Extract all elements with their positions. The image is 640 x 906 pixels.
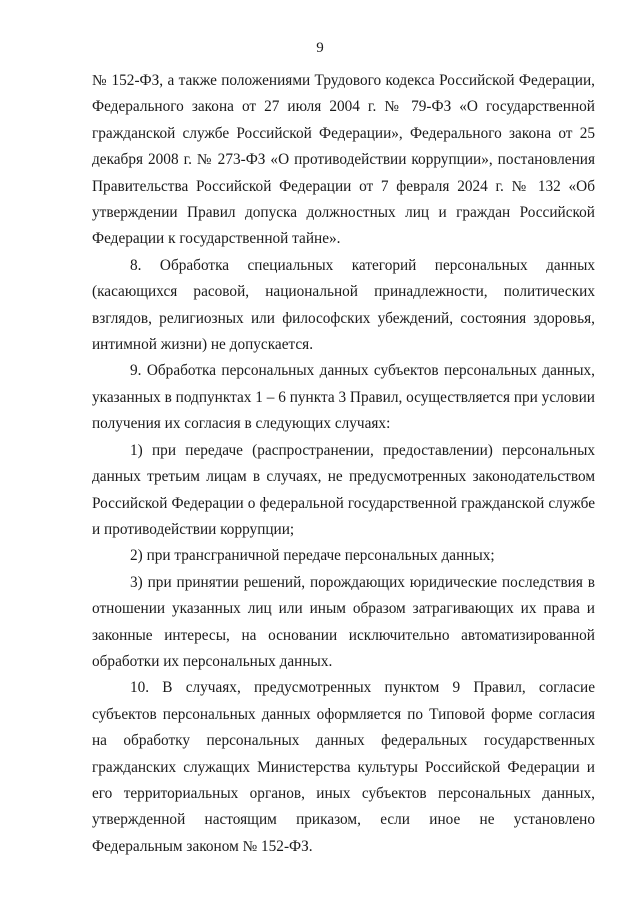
page-number: 9	[316, 40, 324, 56]
document-body	[92, 68, 595, 860]
paragraph-item-8: 8. Обработка специальных категорий персональных данных (касающихся расовой, национальной принадлежности, политических взглядов, религиозных или философских убеждений, состояния здоровья, интимной жизни) не допускается.	[92, 256, 595, 354]
paragraph-item-9: 9. Обработка персональных данных субъектов персональных данных, указанных в подпунктах 1 – 6 пункта 3 Правил, осуществляется при условии получения их согласия в следующих случаях:	[92, 362, 595, 433]
paragraph-subitem-2: 2) при трансграничной передаче персональных данных;	[130, 547, 495, 565]
paragraph-continuation: № 152-ФЗ, а также положениями Трудового кодекса Российской Федерации, Федерального закона от 27 июля 2004 г. № 79-ФЗ «О государственной гражданской службе Российской Федерации», Федерального закона от 25 декабря 2008 г. № 273-ФЗ «О противодействии коррупции», постановления Правительства Российской Федерации от 7 февраля 2024 г. № 132 «Об утверждении Правил допуска должностных лиц и граждан Российской Федерации к государственной тайне».	[92, 72, 595, 248]
paragraph-item-10: 10. В случаях, предусмотренных пунктом 9 Правил, согласие субъектов персональных данных оформляется по Типовой форме согласия на обработку персональных данных федеральных государственных гражданских служащих Министерства культуры Российской Федерации и его территориальных органов, иных субъектов персональных данных, утвержденной настоящим приказом, если иное не установлено Федеральным законом № 152-ФЗ.	[92, 679, 595, 855]
paragraph-subitem-3: 3) при принятии решений, порождающих юридические последствия в отношении указанных лиц или иным образом затрагивающих их права и законные интересы, на основании исключительно автоматизированной обработки их персональных данных.	[92, 573, 595, 670]
paragraph-subitem-1: 1) при передаче (распространении, предоставлении) персональных данных третьим лицам в случаях, не предусмотренных законодательством Российской Федерации о федеральной государственной гражданской службе и противодействии коррупции;	[92, 441, 595, 538]
